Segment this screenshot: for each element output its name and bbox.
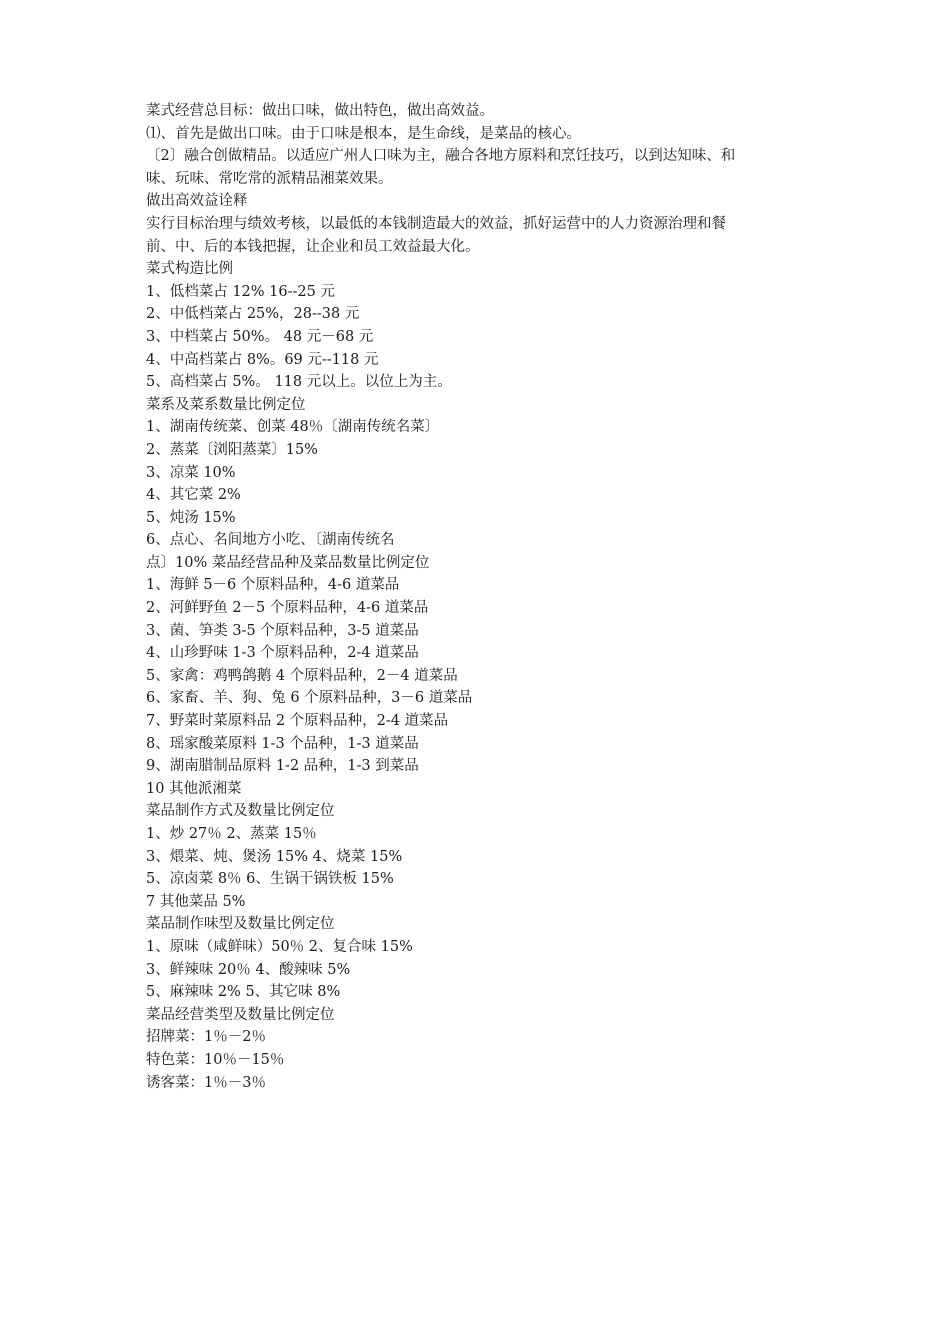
list-item: 1、湖南传统菜、创菜 48％〔湖南传统名菜〕 (146, 419, 440, 436)
document-title: 菜式经营总目标：做出口味，做出特色，做出高效益。 (146, 103, 494, 119)
list-item: 7、野菜时菜原料品 2 个原料品种，2-4 道菜品 (146, 713, 449, 730)
list-item: 7 其他菜品 5% (146, 893, 246, 910)
text-line: 实行目标治理与绩效考核，以最低的本钱制造最大的效益，抓好运营中的人力资源治理和餐 (146, 215, 726, 232)
text-line: 前、中、后的本钱把握，让企业和员工效益最大化。 (146, 238, 480, 255)
list-item: 6、家畜、羊、狗、兔 6 个原料品种，3－6 道菜品 (146, 690, 473, 707)
text-line: 〔2〕融合创做精品。以适应广州人口味为主，融合各地方原料和烹饪技巧，以到达知味、和 (146, 148, 736, 165)
list-item: 2、河鲜野鱼 2－5 个原料品种，4-6 道菜品 (146, 600, 429, 617)
list-item: 3、中档菜占 50%。 48 元－68 元 (146, 328, 374, 345)
document-body (146, 100, 846, 1094)
text-line: 味、玩味、常吃常的派精品湘菜效果。 (146, 170, 393, 187)
list-item: 5、家禽：鸡鸭鸽鹅 4 个原料品种，2－4 道菜品 (146, 667, 458, 684)
section-heading: 菜系及菜系数量比例定位 (146, 396, 306, 413)
list-item: 2、中低档菜占 25%，28--38 元 (146, 306, 360, 323)
list-item: 3、鲜辣味 20％ 4、酸辣味 5% (146, 961, 351, 978)
list-item: 10 其他派湘菜 (146, 780, 242, 797)
list-item: 特色菜：10％－15％ (146, 1051, 285, 1068)
list-item: 3、菌、笋类 3-5 个原料品种，3-5 道菜品 (146, 622, 419, 639)
list-item: 8、瑶家酸菜原料 1-3 个品种，1-3 道菜品 (146, 735, 419, 752)
section-heading: 菜品制作方式及数量比例定位 (146, 803, 335, 820)
list-item: 9、湖南腊制品原料 1-2 品种，1-3 到菜品 (146, 758, 419, 775)
list-item: 诱客菜：1％－3％ (146, 1074, 266, 1091)
list-item: 1、海鲜 5－6 个原料品种，4-6 道菜品 (146, 577, 400, 594)
list-item: 招牌菜：1％－2％ (146, 1029, 266, 1046)
list-item: 3、凉菜 10% (146, 464, 236, 481)
list-item: 3、煨菜、炖、煲汤 15% 4、烧菜 15% (146, 848, 403, 865)
text-line: ⑴、首先是做出口味。由于口味是根本，是生命线，是菜品的核心。 (146, 125, 581, 142)
list-item: 2、蒸菜〔浏阳蒸菜〕15% (146, 441, 318, 458)
list-item: 4、其它菜 2% (146, 487, 241, 504)
list-item: 5、高档菜占 5%。 118 元以上。以位上为主。 (146, 374, 452, 391)
list-item: 1、低档菜占 12% 16--25 元 (146, 283, 335, 300)
list-item: 4、山珍野味 1-3 个原料品种，2-4 道菜品 (146, 645, 419, 662)
list-item: 4、中高档菜占 8%。69 元--118 元 (146, 351, 379, 368)
list-item: 1、炒 27％ 2、蒸菜 15％ (146, 826, 317, 842)
list-item: 6、点心、名间地方小吃、〔湖南传统名 (146, 532, 395, 549)
section-heading: 做出高效益诠释 (146, 193, 248, 210)
list-item: 5、凉卤菜 8％ 6、生锅干锅铁板 15% (146, 871, 394, 888)
section-heading: 菜品经营类型及数量比例定位 (146, 1006, 335, 1023)
list-item: 1、原味（咸鲜味）50％ 2、复合味 15% (146, 938, 413, 955)
section-heading: 菜式构造比例 (146, 261, 233, 278)
list-item: 点〕10% 菜品经营品种及菜品数量比例定位 (146, 554, 430, 571)
list-item: 5、炖汤 15% (146, 509, 236, 526)
section-heading: 菜品制作味型及数量比例定位 (146, 916, 335, 933)
list-item: 5、麻辣味 2% 5、其它味 8% (146, 984, 341, 1001)
